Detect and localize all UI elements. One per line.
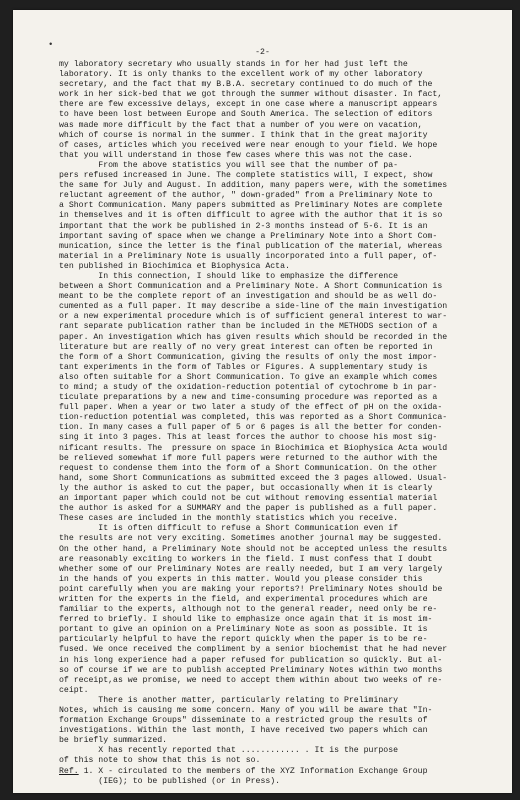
text-line: point carefully when you are making your reports?! Preliminary Notes should be [59,584,443,594]
text-line: munication, since the letter is the final publication of the material, whereas [59,241,443,251]
text-line: ly the author is asked to cut the paper, but occasionally when it is clearly [59,483,433,493]
text-line: to have been lost between Europe and South America. The selection of editors [59,110,433,120]
text-line: to mind; a study of the oxidation-reduction potential of cytochrome b in par- [59,383,438,392]
text-line: tion. In many cases a full paper of 5 or 6 pages is all the better for conden- [59,423,443,433]
text-line: investigations. Within the last month, I have received two papers which can [59,726,428,736]
text-line: Ref. 1. X - circulated to the members of the XYZ Information Exchange Group [59,766,428,776]
text-line: literature but are really of no very great interest can often be reported in [59,342,433,352]
text-line: ferred to briefly. I should like to emphasize once again that it is most im- [59,615,433,625]
text-line: in his long experience had a paper refused for publication so quickly. But al- [59,655,443,665]
text-line: so of course if we are to publish accepted Preliminary Notes within two months [59,665,443,675]
text-line: In this connection, I should like to emphasize the difference [59,271,399,281]
ref-label: Ref. [59,766,79,776]
text-line: be briefly summarized. [59,736,168,746]
text-line: also often suitable for a Short Communication. To give an example which comes [59,372,438,382]
text-line: There is another matter, particularly relating to Preliminary [59,695,399,705]
text-line: formation Exchange Groups" disseminate to a restricted group the results of [59,716,428,726]
text-line: my laboratory secretary who usually stands in for her had just left the [59,60,408,69]
text-line: laboratory. It is only thanks to the excellent work of my other laboratory [59,70,423,80]
text-line: the results are not very exciting. Sometimes another journal may be suggested. [59,534,443,544]
document-page [13,10,512,793]
page-marker: • [48,40,54,50]
text-line: the author is asked for a SUMMARY and the paper is published as a full paper. [59,504,438,514]
text-line: which of course is normal in the summer. I think that in the great majority [59,130,428,140]
text-line: written for the experts in the field, and experimental procedures which are [59,594,428,604]
text-line: ten published in Biochimica et Biophysica Acta. [59,261,290,271]
text-line: an important paper which could not be cut without removing essential material [59,494,438,504]
text-line: It is often difficult to refuse a Short Communication even if [59,524,399,534]
text-line: sing it into 3 pages. This at least forces the author to choose his most sig- [59,433,438,443]
text-line: in themselves and it is often difficult to agree with the author that it is so [59,211,443,221]
text-line: familiar to the experts, although not to the general reader, need only be re- [59,605,438,615]
text-line: whether some of our Preliminary Notes are really needed, but I am very largely [59,564,443,574]
text-line: reluctant agreement of the author, " down-graded" from a Preliminary Note to [59,191,433,201]
text-line: important that the work be published in 2-3 months instead of 5-6. It is an [59,221,428,231]
text-line: ticulate preparations by a new and time-consuming procedure was reported as a [59,393,438,403]
letter-body [59,60,495,787]
text-line: X has recently reported that ............ . It is the purpose [59,746,399,756]
text-line: of this note to show that this is not so. [59,756,261,766]
text-line: These cases are included in the monthly statistics which you receive. [59,514,399,524]
text-line: nificant results. The pressure on space in Biochimica et Biophysica Acta would [59,443,448,453]
text-line: full paper. When a year or two later a study of the effect of pH on the oxida- [59,403,443,413]
text-line: On the other hand, a Preliminary Note should not be accepted unless the results [59,544,448,554]
text-line: are reasonably exciting to workers in the field. I must confess that I doubt [59,554,433,564]
text-line: request to condense them into the form of a Short Communication. On the other [59,463,438,473]
text-line: was made more difficult by the fact that a number of you were on vacation, [59,120,423,130]
text-line: of cases, articles which you received were near enough to your field. We hope [59,140,438,150]
text-line: hand, some Short Communications as submitted exceed the 3 pages allowed. Usual- [59,473,448,483]
text-line: be relieved somewhat if more full papers were returned to the author with the [59,453,438,463]
text-line: a Short Communication. Many papers submitted as Preliminary Notes are complete [59,201,443,211]
text-line: there are few excessive delays, except in one case where a manuscript appears [59,100,438,110]
text-line: between a Short Communication and a Preliminary Note. A Short Communication is [59,282,443,292]
text-line: in the hands of you experts in this matter. Would you please consider this [59,574,423,584]
text-line: portant to give an opinion on a Preliminary Note as soon as possible. It is [59,625,428,635]
text-line: material in a Preliminary Note is usually incorporated into a full paper, of- [59,251,438,261]
text-line: work in her sick-bed that we got through the summer without disaster. In fact, [59,90,443,100]
text-line: pers refused increased in June. The complete statistics will, I expect, show [59,171,433,181]
text-line: important saving of space when we change a Preliminary Note into a Short Com- [59,231,438,241]
text-line: paper. An investigation which has given results which should be recorded in the [59,332,448,342]
page-number: -2- [255,48,270,57]
text-line: ceipt. [59,685,89,695]
text-line: of receipt,as we promise, we need to accept them within about two weeks of re- [59,675,443,685]
text-line: meant to be the complete report of an investigation and should be as well do- [59,292,438,302]
text-line: (IEG); to be published (or in Press). [59,776,281,786]
text-line: the same for July and August. In addition, many papers were, with the sometimes [59,181,448,191]
text-line: From the above statistics you will see that the number of pa- [59,160,399,170]
text-line: secretary, and the fact that my B.B.A. secretary continued to do much of the [59,80,433,90]
text-line: Notes, which is causing me some concern. Many of you will be aware that "In- [59,706,433,715]
text-line: the form of a Short Communication, giving the results of only the most impor- [59,352,438,362]
text-line: cumented as a full paper. It may describe a side-line of the main investigation [59,302,448,312]
text-line: rant separate publication rather than be included in the METHODS section of a [59,322,438,332]
text-line: fused. We once received the compliment by a senior biochemist that he had never [59,645,448,655]
text-line: or a new experimental procedure which is of sufficient general interest to war- [59,312,448,322]
text-line: tion-reduction potential was completed, this was reported as a Short Communica- [59,413,448,423]
text-line: particularly helpful to have the report quickly when the paper is to be re- [59,635,428,645]
text-line: that you will understand in those few cases where this was not the case. [59,150,413,160]
text-line: tant experiments in the form of Tables or Figures. A supplementary study is [59,362,428,372]
